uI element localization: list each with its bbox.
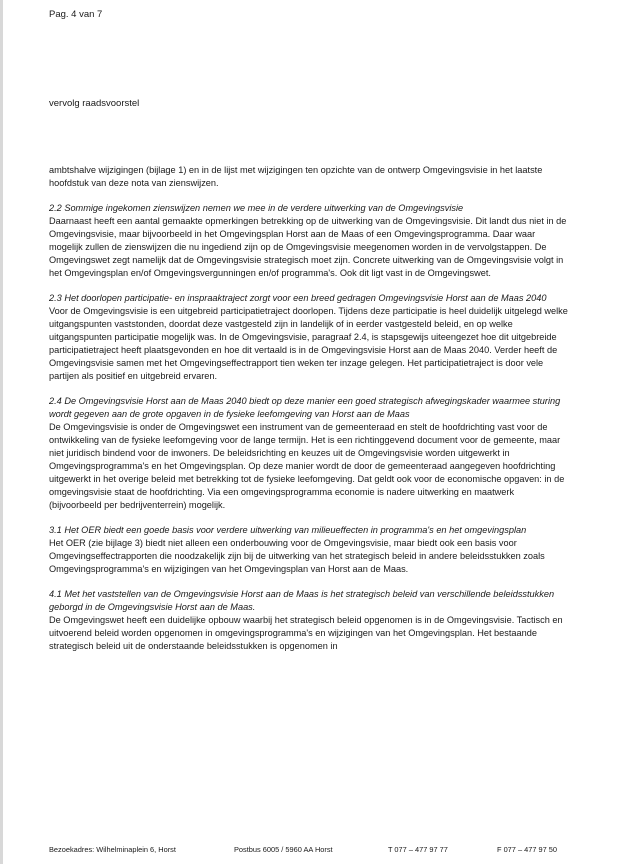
section-text: Het OER (zie bijlage 3) biedt niet alleen een onderbouwing voor de Omgevingsvisie, maar biedt ook een basis voor Omgevingseffectrapporten die noodzakelijk zijn bij de uitwerking van het strategisch beleid in andere beleidsstukken zoals Omgevingsprogramma's en wijzigingen van het Omgevingsplan van Horst aan de Maas. xyxy=(49,538,545,574)
section-text: De Omgevingswet heeft een duidelijke opbouw waarbij het strategisch beleid opgenomen is in de Omgevingsvisie. Tactisch en uitvoerend beleid worden opgenomen in omgevingsprogramma's en wijzigingen van het Omgevingsplan. Het bestaande strategisch beleid uit de onderstaande beleidsstukken is opgenomen in xyxy=(49,615,563,651)
section-heading: 2.2 Sommige ingekomen zienswijzen nemen we mee in de verdere uitwerking van de Omgevingsvisie xyxy=(49,203,464,213)
footer-postal-address: Postbus 6005 / 5960 AA Horst xyxy=(234,845,333,854)
page-number: Pag. 4 van 7 xyxy=(49,9,103,20)
section-4-1 xyxy=(49,588,569,653)
section-heading: 3.1 Het OER biedt een goede basis voor verdere uitwerking van milieueffecten in programma's en het omgevingsplan xyxy=(49,525,527,535)
section-2-2 xyxy=(49,202,569,280)
document-body xyxy=(49,164,569,665)
section-2-4 xyxy=(49,395,569,512)
section-text: Daarnaast heeft een aantal gemaakte opmerkingen betrekking op de uitwerking van de Omgevingsvisie. Dit landt dus niet in de Omgevingsvisie, maar bijvoorbeeld in het Omgevingsplan Horst aan de Maas of een Omgevingsprogramma. Daar waar mogelijk zullen de zienswijzen die nu ingediend zijn op de Omgevingsvisie meegenomen worden in de vervolgstappen. De Omgevingswet zegt namelijk dat de Omgevingsvisie strategisch moet zijn. Concrete uitwerking van de Omgevingsvisie volgt in het Omgevingsplan en/of Omgevingsvergunningen en/of programma's. Ook dit ligt vast in de Omgevingswet. xyxy=(49,216,567,278)
intro-paragraph: ambtshalve wijzigingen (bijlage 1) en in de lijst met wijzigingen ten opzichte van de ontwerp Omgevingsvisie in het laatste hoofdstuk van deze nota van zienswijzen. xyxy=(49,165,543,188)
section-heading: 2.3 Het doorlopen participatie- en inspraaktraject zorgt voor een breed gedragen Omgevingsvisie Horst aan de Maas 2040 xyxy=(49,293,547,303)
footer-phone: T 077 – 477 97 77 xyxy=(388,845,448,854)
section-text: Voor de Omgevingsvisie is een uitgebreid participatietraject doorlopen. Tijdens deze participatie is heel duidelijk uitgelegd welke uitgangspunten vaststonden, doordat deze vastgesteld zijn in landelijk of in eerder vastgesteld beleid, en op welke uitgangspunten participatie mogelijk was. In de Omgevingsvisie, paragraaf 2.4, is stapsgewijs uiteengezet hoe dit uitgebreide participatietraject heeft plaatsgevonden en hoe dit vertaald is in de Omgevingsvisie Horst aan de Maas 2040. Verder heeft de Omgevingsvisie samen met het Omgevingseffectrapport tien weken ter inzage gelegen. Het participatietraject is door vele partijen als positief en uitgebreid ervaren. xyxy=(49,306,568,381)
footer-fax: F 077 – 477 97 50 xyxy=(497,845,557,854)
section-text: De Omgevingsvisie is onder de Omgevingswet een instrument van de gemeenteraad en stelt de hoofdrichting vast voor de ontwikkeling van de fysieke leefomgeving voor de lange termijn. Het is een richtinggevend document voor de gemeente, maar niet juridisch bindend voor de inwoners. De beleidsrichting en keuzes uit de Omgevingsvisie worden uitgewerkt in Omgevingsprogramma's en het Omgevingsplan. Op deze manier wordt de door de gemeenteraad aangegeven hoofdrichting uitgewerkt in het overige beleid met betrekking tot de fysieke leefomgeving. Dat geldt ook voor de economische opgaven: in de omgevingsvisie staat de hoofdrichting. Via een omgevingsprogramma economie is nadere uitwerking en maatwerk (bijvoorbeeld per bedrijventerrein) mogelijk. xyxy=(49,422,565,510)
section-3-1 xyxy=(49,524,569,576)
footer-visit-address: Bezoekadres: Wilhelminaplein 6, Horst xyxy=(49,845,176,854)
section-heading: 2.4 De Omgevingsvisie Horst aan de Maas 2040 biedt op deze manier een goed strategisch afwegingskader waarmee sturing wordt gegeven aan de grote opgaven in de fysieke leefomgeving van Horst aan de Maas xyxy=(49,396,561,419)
scan-edge xyxy=(0,0,3,864)
document-subtitle: vervolg raadsvoorstel xyxy=(49,98,140,109)
section-2-3 xyxy=(49,292,569,383)
section-heading: 4.1 Met het vaststellen van de Omgevingsvisie Horst aan de Maas is het strategisch beleid van verschillende beleidsstukken geborgd in de Omgevingsvisie Horst aan de Maas. xyxy=(49,589,555,612)
